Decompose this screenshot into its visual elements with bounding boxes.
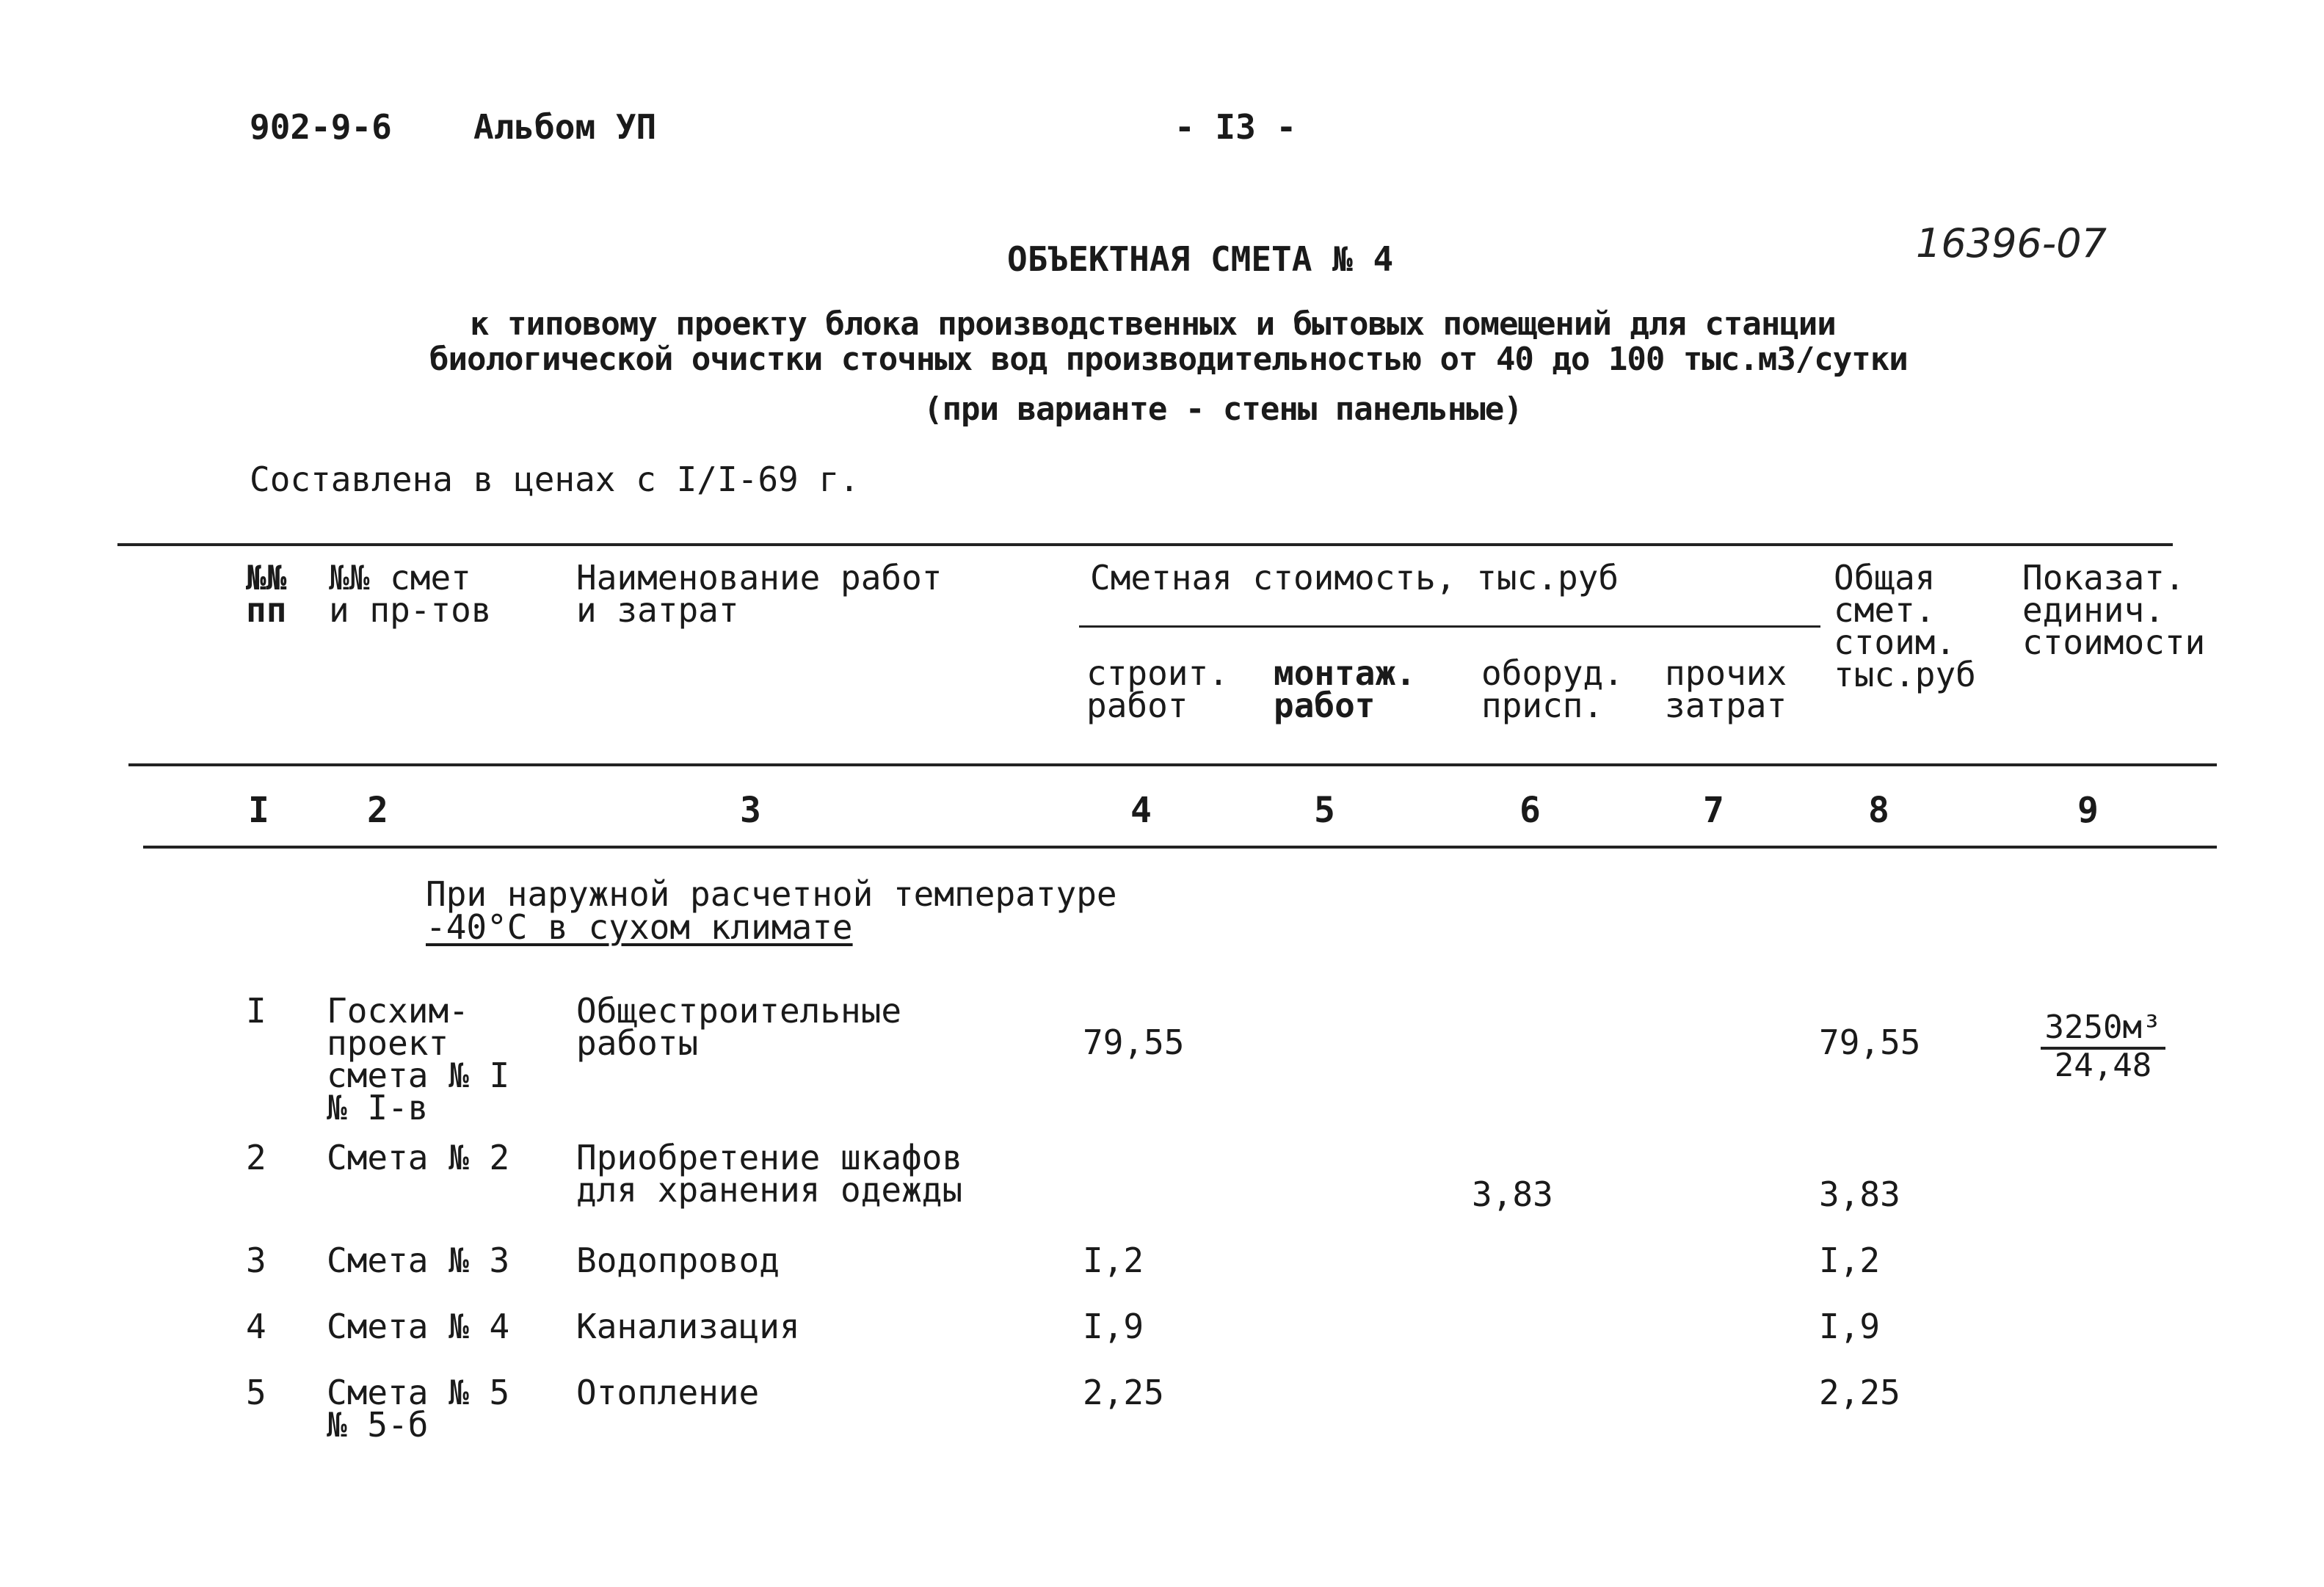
row-5-name: Отопление <box>576 1373 760 1412</box>
row-3-total: I,2 <box>1819 1241 1881 1280</box>
col-header-4: строит. работ <box>1086 653 1229 725</box>
row-2-name: Приобретение шкафов для хранения одежды <box>576 1138 963 1210</box>
row-4-total: I,9 <box>1819 1307 1881 1346</box>
col-number-9: 9 <box>2077 790 2099 831</box>
row-1-total: 79,55 <box>1819 1023 1921 1062</box>
row-1-unit-cost <box>2041 1009 2165 1084</box>
column-numbers-rule <box>143 846 2217 849</box>
col-number-4: 4 <box>1130 790 1152 831</box>
row-4-name: Канализация <box>576 1307 800 1346</box>
section-heading-line-1: При наружной расчетной температуре <box>426 874 1117 914</box>
row-5-build: 2,25 <box>1083 1373 1164 1412</box>
inventory-number: 16396-07 <box>1916 220 2107 266</box>
row-1-number: I <box>246 991 266 1031</box>
col-header-5: монтаж. работ <box>1274 653 1416 725</box>
col-header-9: Показат. единич. стоимости <box>2022 558 2206 662</box>
title-line-3: (при варианте - стены панельные) <box>923 391 1522 428</box>
row-2-total: 3,83 <box>1819 1174 1900 1214</box>
col-header-3: Наименование работ и затрат <box>576 558 943 630</box>
page-number: - I3 - <box>1174 107 1297 147</box>
col-number-7: 7 <box>1703 790 1724 831</box>
table-top-rule <box>117 543 2173 546</box>
col-header-1: №№ пп <box>246 558 287 630</box>
row-3-number: 3 <box>246 1241 266 1280</box>
header-bottom-rule <box>128 763 2217 766</box>
row-4-ref: Смета № 4 <box>327 1307 510 1346</box>
group-header-rule <box>1079 625 1820 628</box>
col-number-6: 6 <box>1519 790 1541 831</box>
row-1-ref: Госхим- проект смета № I № I-в <box>327 991 510 1127</box>
row-2-ref: Смета № 2 <box>327 1138 510 1177</box>
row-1-build: 79,55 <box>1083 1023 1185 1062</box>
col-number-5: 5 <box>1314 790 1335 831</box>
row-3-name: Водопровод <box>576 1241 780 1280</box>
row-5-total: 2,25 <box>1819 1373 1900 1412</box>
album-label: Альбом УП <box>473 107 657 147</box>
document-code: 902-9-6 <box>250 107 392 147</box>
section-heading-line-2: -40°С в сухом климате <box>426 907 853 947</box>
row-5-number: 5 <box>246 1373 266 1412</box>
col-group-header: Сметная стоимость, тыс.руб <box>1090 558 1619 598</box>
col-header-7: прочих затрат <box>1665 653 1787 725</box>
prices-basis: Составлена в ценах с I/I-69 г. <box>250 460 860 499</box>
title-line-2: биологической очистки сточных вод производительностью от 40 до 100 тыс.м3/сутки <box>429 341 1908 378</box>
row-1-name: Общестроительные работы <box>576 991 902 1063</box>
col-header-6: оборуд. присп. <box>1481 653 1624 725</box>
title-line-1: к типовому проекту блока производственных и бытовых помещений для станции <box>470 305 1836 343</box>
row-2-equip: 3,83 <box>1472 1174 1553 1214</box>
doc-title: ОБЪЕКТНАЯ СМЕТА № 4 <box>1007 239 1394 279</box>
row-4-number: 4 <box>246 1307 266 1346</box>
col-number-3: 3 <box>740 790 761 831</box>
col-header-8: Общая смет. стоим. тыс.руб <box>1834 558 1976 694</box>
row-3-ref: Смета № 3 <box>327 1241 510 1280</box>
row-1-unit-value: 24,48 <box>2041 1047 2165 1082</box>
col-number-8: 8 <box>1868 790 1889 831</box>
row-1-unit-volume: 3250м³ <box>2044 1009 2162 1046</box>
row-5-ref: Смета № 5 № 5-б <box>327 1373 510 1445</box>
row-3-build: I,2 <box>1083 1241 1144 1280</box>
row-2-number: 2 <box>246 1138 266 1177</box>
col-number-1: I <box>248 790 269 831</box>
col-number-2: 2 <box>367 790 388 831</box>
row-4-build: I,9 <box>1083 1307 1144 1346</box>
col-header-2: №№ смет и пр-тов <box>329 558 492 630</box>
